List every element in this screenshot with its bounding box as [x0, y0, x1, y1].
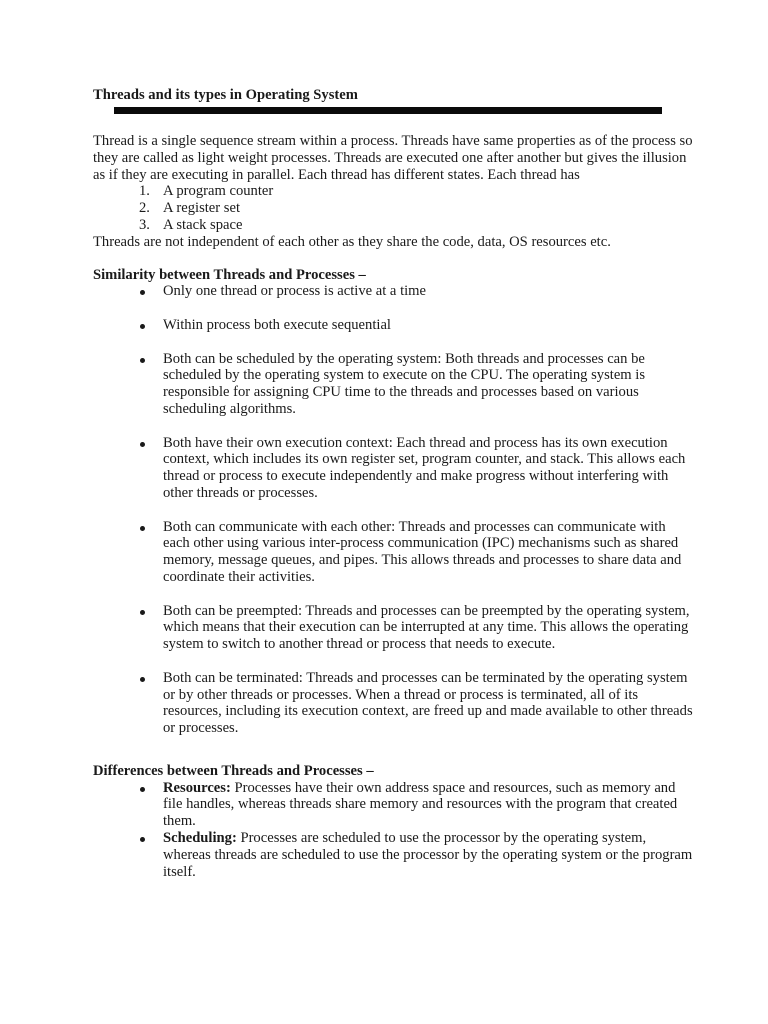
- term-label: Scheduling:: [163, 830, 237, 847]
- list-item: [93, 603, 693, 653]
- list-item: [93, 780, 693, 830]
- intro-paragraph: Thread is a single sequence stream within a process. Threads have same properties as of the process so they are called as light weight processes. Threads are executed one after another but gives the illusion as if they are executing in parallel. Each thread has different states. Each thread has: [93, 133, 693, 183]
- list-item-text: Both can be terminated: Threads and processes can be terminated by the operating system or by other threads or processes. When a thread or process is terminated, all of its resources, including its execution context, are freed up and made available to other threads or processes.: [163, 669, 693, 737]
- list-item: [93, 435, 693, 502]
- list-item-text: Both can be preempted: Threads and processes can be preempted by the operating system, which means that their execution can be interrupted at any time. This allows the operating system to switch to another thread or process that needs to execute.: [163, 602, 690, 653]
- list-item-text: Only one thread or process is active at a time: [163, 283, 427, 300]
- dependency-note: Threads are not independent of each other as they share the code, data, OS resources etc.: [93, 233, 611, 250]
- list-item: [93, 519, 693, 586]
- document-title: Threads and its types in Operating System: [93, 87, 358, 103]
- similarity-heading: Similarity between Threads and Processes –: [93, 266, 366, 283]
- list-item-text: A stack space: [163, 216, 243, 233]
- title-underline-rule: [114, 107, 662, 114]
- bullet-icon: [140, 610, 145, 615]
- differences-list: [93, 780, 693, 881]
- bullet-icon: [140, 837, 145, 842]
- bullet-icon: [140, 787, 145, 792]
- list-item: [93, 200, 693, 217]
- list-item: [93, 830, 693, 880]
- document-body: [93, 133, 693, 880]
- list-item-text: Both have their own execution context: Each thread and process has its own execution context, which includes its own register set, program counter, and stack. This allows each thread or process to execute independently and make progress without interfering with other threads or processes.: [163, 434, 686, 501]
- list-number: 1.: [139, 183, 150, 200]
- list-item-text: A program counter: [163, 183, 274, 200]
- bullet-icon: [140, 358, 145, 363]
- term-label: Resources:: [163, 779, 231, 796]
- list-item-text: A register set: [163, 200, 241, 217]
- bullet-icon: [140, 526, 145, 531]
- bullet-icon: [140, 324, 145, 329]
- list-item: [93, 351, 693, 418]
- list-item: [93, 183, 693, 200]
- bullet-icon: [140, 677, 145, 682]
- bullet-icon: [140, 442, 145, 447]
- list-item-text: Both can be scheduled by the operating system: Both threads and processes can be scheduled by the operating system to execute on the CPU. The operating system is responsible for assigning CPU time to the threads and processes based on various scheduling algorithms.: [163, 350, 646, 417]
- list-item: [93, 670, 693, 737]
- list-item: [93, 283, 693, 300]
- differences-heading: Differences between Threads and Processes –: [93, 762, 374, 779]
- list-item: [93, 317, 693, 334]
- thread-components-list: [93, 183, 693, 233]
- list-item: [93, 217, 693, 234]
- list-item-text: Processes are scheduled to use the processor by the operating system, whereas threads are scheduled to use the processor by the operating system or the program itself.: [163, 830, 693, 880]
- similarity-list: [93, 283, 693, 737]
- list-item-text: Within process both execute sequential: [163, 316, 391, 333]
- bullet-icon: [140, 290, 145, 295]
- list-number: 2.: [139, 200, 150, 217]
- list-item-text: Processes have their own address space and resources, such as memory and file handles, whereas threads share memory and resources with the program that created them.: [163, 779, 678, 830]
- list-item-text: Both can communicate with each other: Threads and processes can communicate with each other using various inter-process communication (IPC) mechanisms such as shared memory, message queues, and pipes. This allows threads and processes to share data and coordinate their activities.: [163, 518, 682, 585]
- list-number: 3.: [139, 216, 150, 233]
